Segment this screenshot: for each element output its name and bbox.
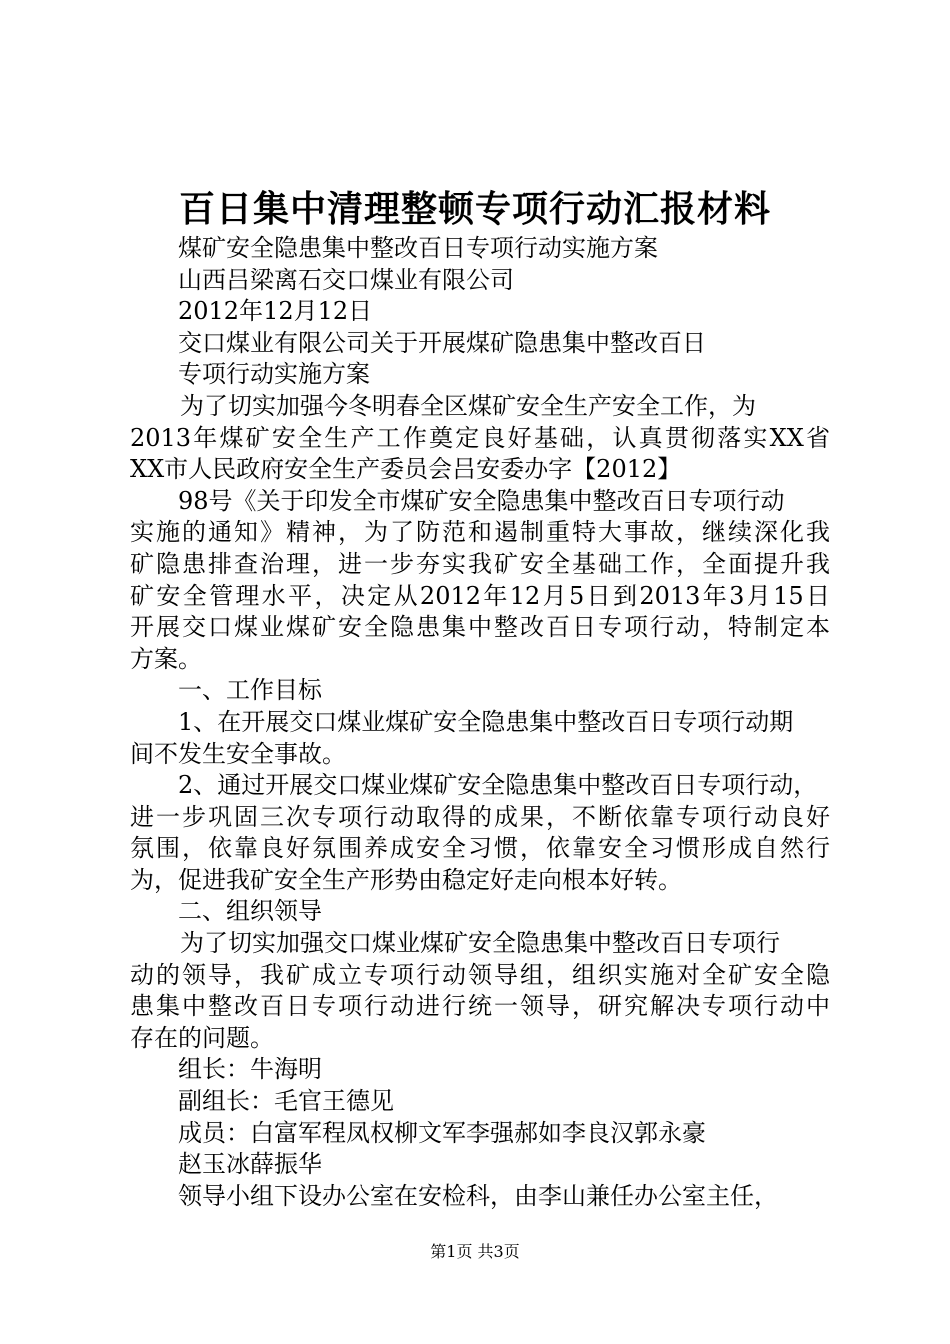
- body-line: 2013年煤矿安全生产工作奠定良好基础，认真贯彻落实XX省: [130, 423, 830, 452]
- body-line: 动的领导，我矿成立专项行动领导组，组织实施对全矿安全隐: [130, 960, 830, 989]
- body-line: 存在的问题。: [130, 1023, 274, 1052]
- body-line: 2012年12月12日: [178, 297, 373, 326]
- body-line: 赵玉冰薛振华: [178, 1150, 322, 1179]
- body-line: 专项行动实施方案: [178, 360, 370, 389]
- document-title: 百日集中清理整顿专项行动汇报材料: [178, 188, 771, 230]
- body-line: 方案。: [130, 644, 202, 673]
- body-line: 1、在开展交口煤业煤矿安全隐患集中整改百日专项行动期: [178, 707, 794, 736]
- body-line: 副组长：毛官王德见: [178, 1087, 394, 1116]
- document-body: [130, 233, 830, 1212]
- body-line: 进一步巩固三次专项行动取得的成果，不断依靠专项行动良好: [130, 802, 830, 831]
- page-number-footer: 第1页 共3页: [430, 1242, 520, 1261]
- body-line: 山西吕梁离石交口煤业有限公司: [178, 265, 514, 294]
- body-line: 为，促进我矿安全生产形势由稳定好走向根本好转。: [130, 865, 682, 894]
- body-line: 领导小组下设办公室在安检科，由李山兼任办公室主任，: [178, 1181, 778, 1210]
- body-line: 交口煤业有限公司关于开展煤矿隐患集中整改百日: [178, 328, 706, 357]
- section-heading: 一、工作目标: [178, 676, 322, 705]
- body-line: 开展交口煤业煤矿安全隐患集中整改百日专项行动，特制定本: [130, 613, 830, 642]
- body-line: 矿隐患排查治理，进一步夯实我矿安全基础工作，全面提升我: [130, 549, 830, 578]
- body-line: 组长：牛海明: [178, 1055, 322, 1084]
- body-line: 患集中整改百日专项行动进行统一领导，研究解决专项行动中: [130, 992, 830, 1021]
- body-line: XX市人民政府安全生产委员会吕安委办字【2012】: [130, 455, 682, 484]
- section-heading: 二、组织领导: [178, 897, 322, 926]
- body-line: 98号《关于印发全市煤矿安全隐患集中整改百日专项行动: [178, 486, 785, 515]
- body-line: 2、通过开展交口煤业煤矿安全隐患集中整改百日专项行动，: [178, 771, 818, 800]
- body-line: 为了切实加强今冬明春全区煤矿安全生产安全工作，为: [180, 391, 756, 420]
- body-line: 煤矿安全隐患集中整改百日专项行动实施方案: [178, 234, 658, 262]
- body-line: 成员：白富军程凤权柳文军李强郝如李良汉郭永豪: [178, 1118, 706, 1147]
- body-line: 间不发生安全事故。: [130, 739, 346, 768]
- body-line: 实施的通知》精神，为了防范和遏制重特大事故，继续深化我: [130, 518, 830, 547]
- body-line: 矿安全管理水平，决定从2012年12月5日到2013年3月15日: [130, 581, 830, 610]
- body-line: 为了切实加强交口煤业煤矿安全隐患集中整改百日专项行: [180, 929, 780, 958]
- body-line: 氛围，依靠良好氛围养成安全习惯，依靠安全习惯形成自然行: [130, 834, 830, 863]
